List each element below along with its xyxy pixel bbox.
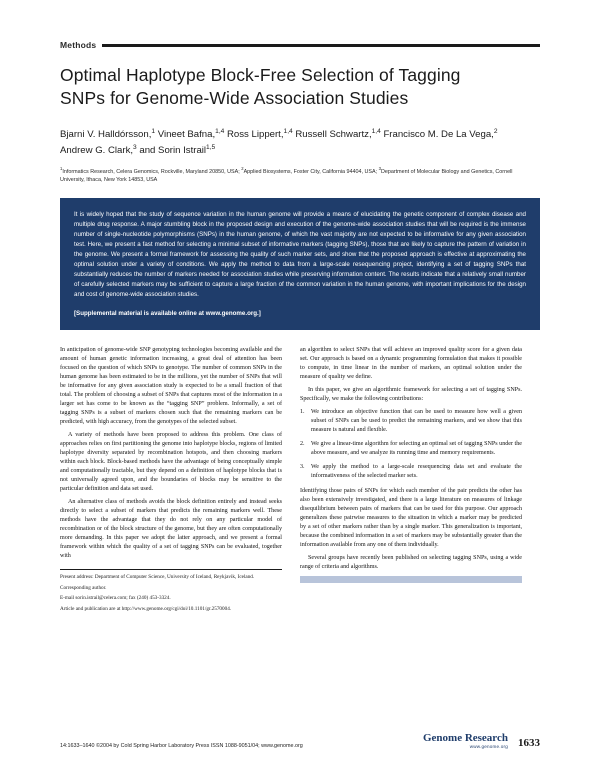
page-number: 1633: [518, 737, 540, 749]
journal-footer: [423, 732, 540, 749]
paragraph: Identifying those pairs of SNPs for which each member of the pair predicts the other has also been extensively investigated, and there is a large literature on measures of linkage disequilibrium between pairs of markers that can be used for this purpose. Our approach generalizes these pairwise measures to the situation in which a marker may be predicted by a set of other markers rather than by a single marker. This generalization is important, because the combined information in a set of markers may be substantially greater than the information available from any one of them individually.: [300, 488, 522, 549]
page-title: Optimal Haplotype Block-Free Selection of Tagging SNPs for Genome-Wide Association Studies: [60, 65, 461, 109]
affiliations: $^1$Informatics Research, Celera Genomics, Rockville, Maryland 20850, USA; $^2$Applied Biosystems, Foster City, California 94404, USA; $^3$Department of Molecular Biology and Genetics, Cornell University, Ithaca, New York 14853, USA: [60, 165, 513, 183]
right-column: [300, 346, 522, 616]
footnote-article-link[interactable]: Article and publication are at http://www.genome.org/cgi/doi/10.1101/gr.2570004.: [60, 606, 232, 613]
list-item-number: 3.: [300, 464, 305, 471]
list-item-text: We introduce an objective function that can be used to measure how well a given subset of SNPs can be used to predict the remaining markers, and we show that this measure is natural and flexible.: [311, 409, 522, 434]
list-item: [300, 463, 522, 481]
paragraph: A variety of methods have been proposed to address this problem. One class of approaches relies on first partitioning the genome into haplotype blocks, regions of limited haplotype diversity separated by recombination hotspots, and then choosing markers within each block. Block-based methods have the advantage of being conceptually simple and computationally tractable, but they depend on a definition of haplotype blocks that is not universally agreed upon, and the boundaries of blocks may be sensitive to the particular definition and data set used.: [60, 432, 282, 493]
author-list: Bjarni V. Halldórsson,$^1$ Vineet Bafna,$^{1,4}$ Ross Lippert,$^{1,4}$ Russell Schwartz,$^{1,4}$ Francisco M. De La Vega,$^2$ Andrew G. Clark,$^3$ and Sorin Istrail$^{1,5}$: [60, 127, 498, 156]
list-item-number: 2.: [300, 441, 305, 448]
footnote-email: E-mail sorin.istrail@celera.com; fax (240) 453-3324.: [60, 595, 171, 602]
paragraph: Several groups have recently been published on selecting tagging SNPs, using a wide range of criteria and algorithms.: [300, 555, 522, 571]
list-item: [300, 440, 522, 458]
body-columns: [60, 346, 540, 616]
list-item: [300, 408, 522, 435]
issn-line: 14:1633–1640 ©2004 by Cold Spring Harbor Laboratory Press ISSN 1088-9051/04; www.genome.org: [60, 743, 303, 749]
footnote-present-address: Present address: Department of Computer Science, University of Iceland, Reykjavik, Iceland.: [60, 574, 255, 581]
journal-identity: [423, 732, 508, 749]
list-item-text: We apply the method to a large-scale resequencing data set and evaluate the informativeness of the selected marker sets.: [311, 464, 522, 480]
running-head-label: Methods: [60, 40, 97, 50]
abstract-text: It is widely hoped that the study of sequence variation in the human genome will provide a means of elucidating the genetic component of complex disease and multiple drug response. A major stumbling block in the proposed design and execution of the genome-wide association studies that will be required is the immense number of single-nucleotide polymorphisms (SNPs) in the human genome, of which the vast majority are not expected to be informative for any given association test. Here, we present a fast method for selecting a minimal subset of informative markers (tagging SNPs), those that are likely to capture the pattern of variation in the genome. We present a formal framework for assessing the quality of such marker sets, and show that the proposed approach is effective at approximating the optimal solution under a variety of conditions. We apply the method to data from a large-scale resequencing project, identifying a set of tagging SNPs that substantially reduces the number of markers needed for association studies while preserving information content. The results indicate that a relatively small number of carefully selected markers may be sufficient to capture a large fraction of the common variation in the human genome, with important implications for the design and cost of genome-wide association studies.: [74, 210, 526, 299]
text-highlight: [300, 576, 522, 583]
page-footer: [60, 732, 540, 749]
list-item-text: We give a linear-time algorithm for selecting an optimal set of tagging SNPs under the above measure, and we analyze its running time and memory requirements.: [311, 441, 522, 457]
paragraph: In this paper, we give an algorithmic framework for selecting a set of tagging SNPs. Specifically, we make the following contributions:: [300, 387, 522, 403]
footnote-corresponding-author: Corresponding author.: [60, 584, 107, 591]
journal-name: Genome Research: [422, 731, 508, 744]
running-head: [60, 40, 540, 50]
paragraph: An alternative class of methods avoids the block definition entirely and instead seeks directly to select a subset of markers that predicts the remaining markers well. These methods have the advantage that they do not rely on any particular model of recombination or of the block structure of the genome, but they are often computationally more demanding. In this paper we adopt the latter approach, and we present a formal framework within which the quality of a set of tagging SNPs can be evaluated, together with: [60, 499, 282, 560]
contribution-list: [300, 408, 522, 481]
paragraph: In anticipation of genome-wide SNP genotyping technologies becoming available and the amount of human genetic information increasing, a great deal of attention has been focused on the question of which SNPs to genotype. The number of common SNPs in the human genome has been estimated to be in the millions, yet the number of SNPs that will be informative for any given association study is expected to be a small fraction of that total. The problem of choosing a subset of SNPs that captures most of the information in a larger set has come to be known as the “tagging SNP” problem. Informally, a set of tagging SNPs is a subset of markers chosen such that the remaining markers can be predicted, with high accuracy, from the genotypes of the selected subset.: [60, 347, 282, 426]
abstract-block: [60, 198, 540, 330]
left-column: [60, 346, 282, 616]
list-item-number: 1.: [300, 409, 305, 416]
running-head-rule: [102, 44, 540, 47]
paragraph: an algorithm to select SNPs that will achieve an improved quality score for a given data set. Our approach is based on a dynamic programming formulation that makes it possible to compute, in time linear in the number of markers, an optimal solution under the measure of quality we define.: [300, 347, 522, 381]
journal-url[interactable]: www.genome.org: [469, 743, 508, 749]
supplemental-note: [Supplemental material is available online at www.genome.org.]: [74, 310, 261, 318]
footnote-block: [60, 569, 282, 613]
